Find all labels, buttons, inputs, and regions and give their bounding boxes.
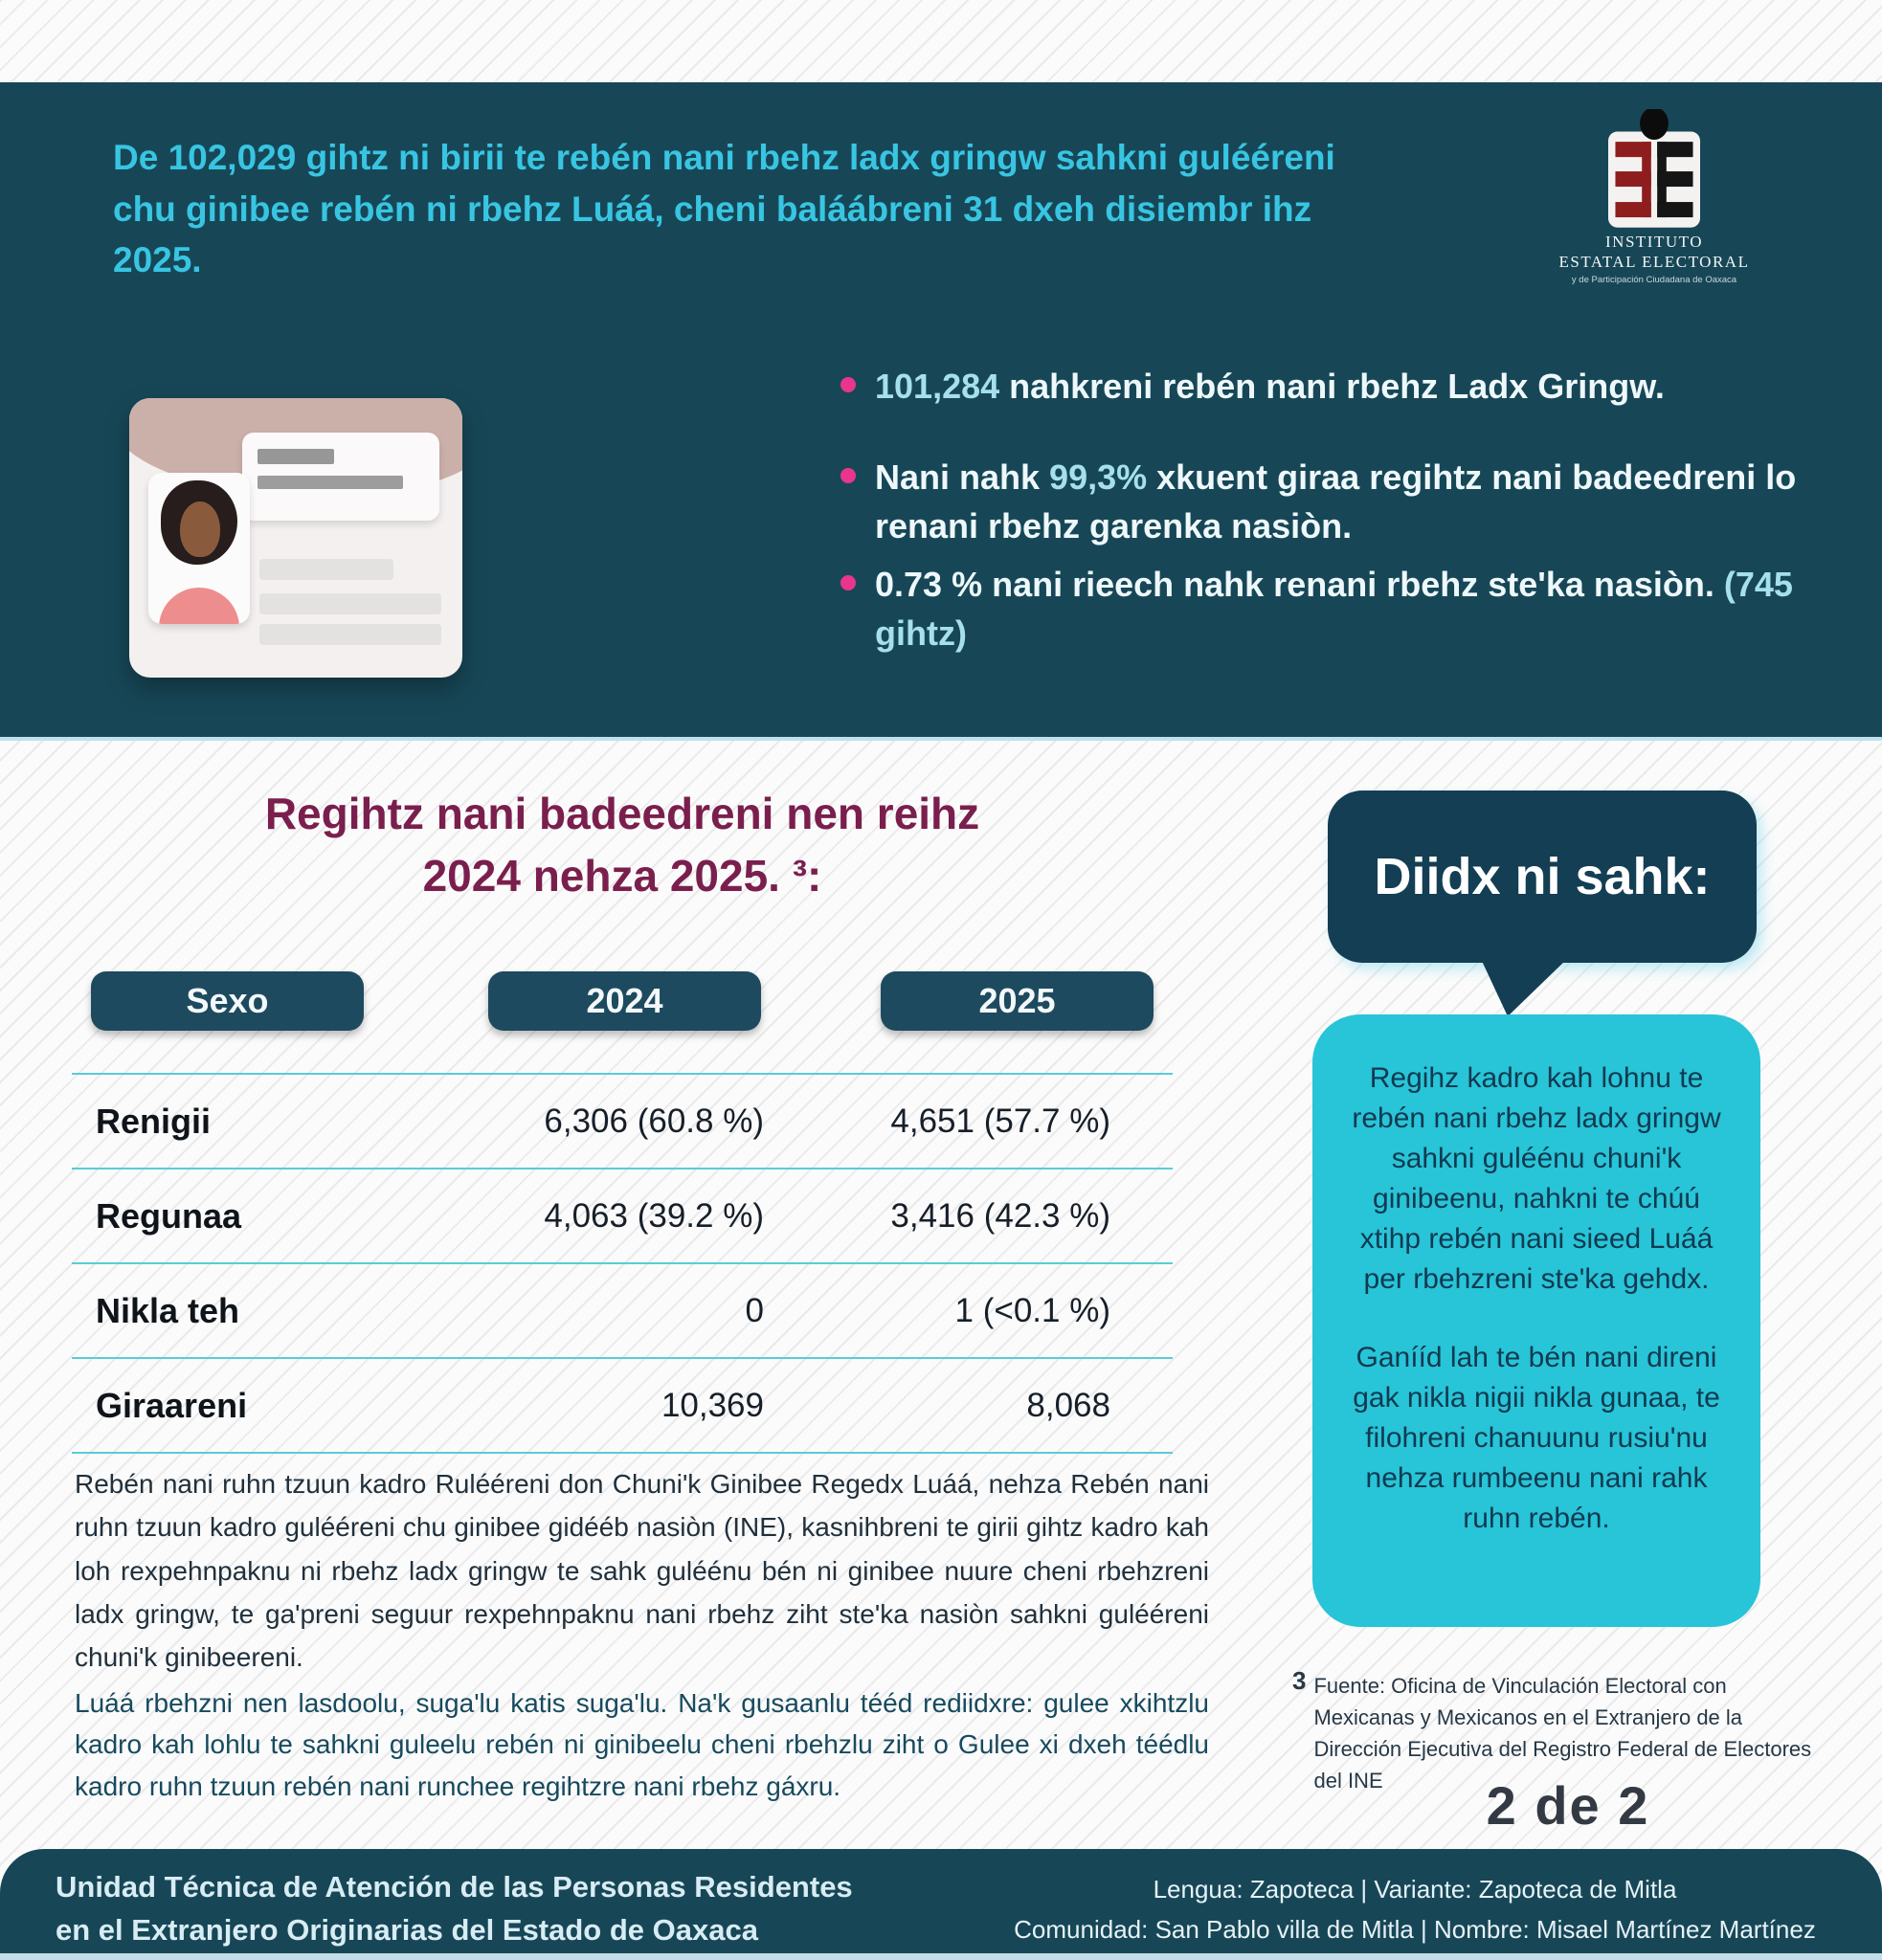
avatar-shirt: [159, 588, 239, 624]
row-label: Regunaa: [96, 1195, 242, 1236]
table-title-line1: Regihtz nani badeedreni nen reihz: [264, 789, 980, 838]
logo-org-line1: INSTITUTO: [1605, 233, 1703, 251]
stat-text: [875, 453, 1826, 550]
row-label: Nikla teh: [96, 1290, 240, 1330]
bullet-dot-icon: [840, 377, 856, 392]
table-row: [72, 1075, 1173, 1169]
footer-unit-line2: en el Extranjero Originarias del Estado de Oaxaca: [56, 1912, 758, 1947]
footer-bottom-strip: [0, 1953, 1882, 1960]
row-value-2024: 4,063 (39.2 %): [544, 1196, 764, 1235]
glossary-info-box: [1312, 1014, 1760, 1627]
stat-pre: 0.73 % nani rieech nahk renani rbehz ste'ka nasiòn.: [875, 565, 1724, 605]
row-value-2024: 10,369: [661, 1386, 764, 1424]
footer-unit-name: [56, 1866, 853, 1952]
table-body: [72, 1073, 1173, 1454]
header-band: [0, 82, 1882, 741]
footer-language-info: [967, 1870, 1863, 1949]
id-card-illustration: [129, 398, 462, 678]
id-card-text-bar: [258, 476, 403, 489]
table-header-row: [72, 971, 1173, 1031]
bullet-dot-icon: [840, 575, 856, 590]
id-card-photo: [148, 473, 250, 624]
page-number: 2 de 2: [1486, 1775, 1650, 1836]
iee-logo: [1549, 109, 1759, 285]
speech-bubble-tail: [1481, 959, 1567, 1016]
table-header-2025: 2025: [881, 971, 1154, 1031]
row-label: Giraareni: [96, 1385, 248, 1425]
id-card-text-bar: [258, 449, 334, 464]
stat-pre: Nani nahk: [875, 457, 1050, 498]
id-card-text-bar: [259, 624, 441, 645]
avatar-face: [180, 501, 220, 557]
stat-rest: xkuent giraa regihtz nani badeedreni lo renani rbehz garenka nasiòn.: [875, 457, 1797, 546]
table-title: [115, 783, 1130, 908]
stat-text: [875, 362, 1665, 411]
table-row: [72, 1359, 1173, 1454]
row-value-2025: 8,068: [1026, 1386, 1110, 1424]
row-value-2025: 1 (<0.1 %): [954, 1291, 1110, 1329]
id-card-header-panel: [242, 433, 439, 521]
table-row: [72, 1264, 1173, 1359]
row-value-2024: 6,306 (60.8 %): [544, 1102, 764, 1140]
stat-bullet-percent-other: [840, 560, 1826, 657]
registrations-table: [72, 971, 1173, 1454]
glossary-paragraph-1: Regihz kadro kah lohnu te rebén nani rbehz ladx gringw sahkni guléénu chuni'k ginibeenu, nahkni te chúú xtihp rebén nani sieed Luáá per rbehzreni ste'ka gehdx.: [1352, 1062, 1721, 1295]
stat-highlight: (745 gihtz): [875, 565, 1793, 654]
stat-bullet-percent-us: [840, 453, 1826, 550]
stat-highlight: 101,284: [875, 367, 1000, 406]
footnote-text: Fuente: Oficina de Vinculación Electoral con Mexicanas y Mexicanos en el Extranjero de la Dirección Ejecutiva del Registro Federal de Electores del INE: [1313, 1674, 1812, 1793]
glossary-title: Diidx ni sahk:: [1374, 848, 1711, 905]
stats-bullet-list: [840, 362, 1826, 658]
stat-bullet-total-registered: [840, 362, 1826, 411]
ballot-box-icon: [1549, 109, 1759, 232]
row-value-2025: 4,651 (57.7 %): [890, 1102, 1110, 1140]
table-title-line2: 2024 nehza 2025. ³:: [422, 851, 822, 902]
body-paragraph-1: Rebén nani ruhn tzuun kadro Rulééreni don Chuni'k Ginibee Regedx Luáá, nehza Rebén nani ruhn tzuun kadro gulééreni chu ginibee gidééb nasiòn (INE), kasnihbreni te girii gihtz kadro kah loh rexpehnpaknu ni rbehz ladx gringw te sahk guléénu bén ni ginibee nuure cheni rbehzreni ladx gringw, te ga'preni seguur rexpehnpaknu nani rbehz ziht ste'ka nasiòn sahkni gulééreni chuni'k ginibeereni.: [75, 1469, 1209, 1673]
logo-org-line3: y de Participación Ciudadana de Oaxaca: [1571, 274, 1737, 285]
page-title: De 102,029 gihtz ni birii te rebén nani rbehz ladx gringw sahkni gulééreni chu ginibee rebén ni rbehz Luáá, cheni baláábreni 31 dxeh disiembr ihz 2025.: [113, 138, 1335, 280]
row-value-2024: 0: [745, 1291, 764, 1329]
glossary-paragraph-2: Ganííd lah te bén nani direni gak nikla nigii nikla gunaa, te filohreni chanuunu rusiu'nu nehza rumbeenu nani rahk ruhn rebén.: [1353, 1342, 1720, 1534]
glossary-speech-bubble: [1328, 791, 1757, 963]
bullet-dot-icon: [840, 468, 856, 483]
paragraph-spacer: [1341, 1300, 1732, 1338]
id-card-text-bar: [259, 559, 393, 580]
footer-language-line: Lengua: Zapoteca | Variante: Zapoteca de Mitla: [1153, 1875, 1677, 1904]
table-header-2024: 2024: [488, 971, 761, 1031]
id-card-text-bar: [259, 593, 441, 614]
table-row: [72, 1169, 1173, 1264]
table-header-sexo: Sexo: [91, 971, 364, 1031]
stat-rest: nahkreni rebén nani rbehz Ladx Gringw.: [999, 367, 1665, 406]
stat-text: [875, 560, 1826, 657]
stat-highlight: 99,3%: [1049, 457, 1148, 498]
body-paragraph-2: Luáá rbehzni nen lasdoolu, suga'lu katis suga'lu. Na'k gusaanlu tééd rediidxre: gulee xkihtzlu kadro kah lohlu te sahkni guleelu rebén ni ginibeelu cheni rbehzlu ziht o Gulee xi dxeh téédlu kadro ruhn tzuun rebén nani runchee regihtzre nani rbehz gáxru.: [75, 1688, 1209, 1801]
footer-community-line: Comunidad: San Pablo villa de Mitla | Nombre: Misael Martínez Martínez: [1014, 1914, 1816, 1944]
row-value-2025: 3,416 (42.3 %): [890, 1196, 1110, 1235]
footnote-superscript: 3: [1292, 1666, 1307, 1695]
footer-unit-line1: Unidad Técnica de Atención de las Personas Residentes: [56, 1870, 853, 1904]
footer-band: [0, 1849, 1882, 1960]
row-label: Renigii: [96, 1101, 212, 1141]
logo-org-line2: ESTATAL ELECTORAL: [1558, 253, 1750, 272]
